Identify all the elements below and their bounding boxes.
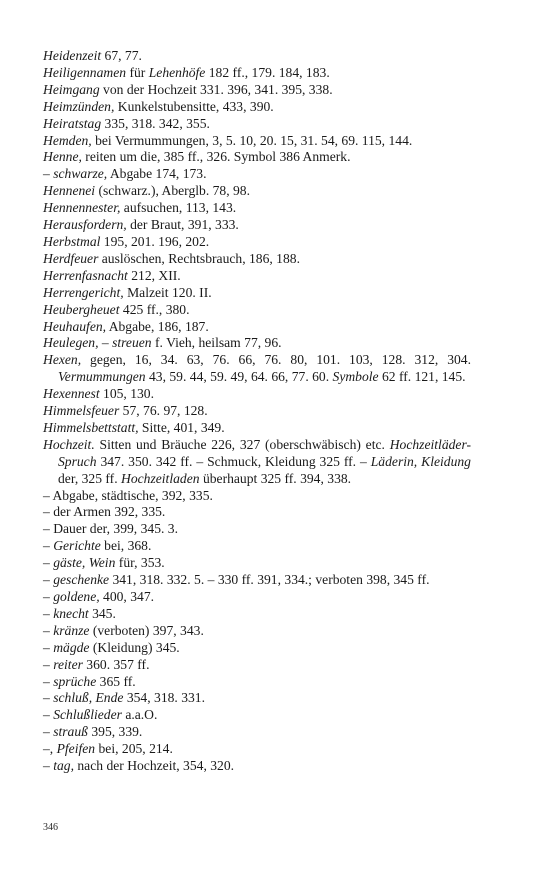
entry-term: Himmelsbettstatt, xyxy=(43,419,139,435)
index-entry xyxy=(43,352,471,386)
index-entry xyxy=(43,234,471,251)
entry-text: Sitten und Bräuche 226, 327 (oberschwäbisch) etc. xyxy=(94,436,390,452)
entry-term: Hochzeitläder-Spruch xyxy=(58,436,471,469)
entry-term: Herbstmal xyxy=(43,233,101,249)
entry-term: Heuhaufen, xyxy=(43,318,107,334)
entry-term: Hennenei xyxy=(43,183,96,199)
index-entry xyxy=(43,690,471,707)
entry-text: – Abgabe, städtische, 392, 335. xyxy=(43,487,213,503)
entry-text: 347. 350. 342 ff. – Schmuck, Kleidung 325 ff. – xyxy=(96,453,371,469)
entry-term: Vermummungen xyxy=(58,369,146,385)
entry-text: 195, 201. 196, 202. xyxy=(100,233,210,249)
index-entry-list xyxy=(43,48,471,775)
entry-term: Heiligennamen xyxy=(43,64,127,80)
entry-text: – xyxy=(43,166,54,182)
entry-term: tag, xyxy=(53,758,74,774)
entry-text: – xyxy=(43,758,54,774)
index-entry xyxy=(43,572,471,589)
entry-text: 62 ff. 121, 145. xyxy=(378,369,466,385)
index-entry xyxy=(43,555,471,572)
entry-text: – xyxy=(43,555,54,571)
entry-text: – xyxy=(43,707,54,723)
entry-term: Henne, xyxy=(43,149,82,165)
entry-text: 395, 339. xyxy=(87,724,143,740)
index-entry xyxy=(43,504,471,521)
entry-text: 341, 318. 332. 5. – 330 ff. 391, 334.; verboten 398, 345 ff. xyxy=(109,572,430,588)
entry-text: gegen, 16, 34. 63, 76. 66, 76. 80, 101. 103, 128. 312, 304. xyxy=(81,352,471,368)
index-entry xyxy=(43,674,471,691)
entry-term: sprüche xyxy=(53,673,97,689)
entry-term: Pfeifen xyxy=(56,741,96,757)
entry-text: Abgabe 174, 173. xyxy=(107,166,207,182)
entry-term: schluß, Ende xyxy=(53,690,124,706)
index-entry xyxy=(43,657,471,674)
index-entry xyxy=(43,116,471,133)
entry-text: – xyxy=(98,335,113,351)
entry-term: Herausfordern, xyxy=(43,217,127,233)
entry-term: Heimgang xyxy=(43,81,100,97)
index-entry xyxy=(43,200,471,217)
entry-term: Symbole xyxy=(332,369,379,385)
index-entry xyxy=(43,589,471,606)
index-entry xyxy=(43,65,471,82)
entry-text: – xyxy=(43,690,54,706)
entry-text: – xyxy=(43,589,54,604)
entry-term: reiter xyxy=(53,656,83,672)
entry-text: – xyxy=(43,605,54,621)
entry-term: knecht xyxy=(53,605,89,621)
entry-text: 182 ff., 179. 184, 183. xyxy=(205,64,330,80)
entry-text: Kunkelstubensitte, 433, 390. xyxy=(114,98,274,114)
entry-text: 354, 318. 331. xyxy=(123,690,205,706)
entry-text: nach der Hochzeit, 354, 320. xyxy=(73,758,235,774)
index-entry xyxy=(43,48,471,65)
entry-text: –, xyxy=(43,741,57,757)
entry-text: Abgabe, 186, 187. xyxy=(106,318,209,334)
index-entry xyxy=(43,707,471,724)
entry-term: Hochzeitladen xyxy=(121,470,200,486)
entry-text: bei, 368. xyxy=(100,538,152,554)
entry-term: Lehenhöfe xyxy=(148,64,206,80)
entry-term: Herrenfasnacht xyxy=(43,267,128,283)
entry-term: Hexen, xyxy=(43,352,82,368)
entry-text: – der Armen 392, 335. xyxy=(43,504,166,520)
entry-term: Heulegen, xyxy=(43,335,99,351)
entry-text: (verboten) 397, 343. xyxy=(89,622,204,638)
index-entry xyxy=(43,741,471,758)
index-entry xyxy=(43,251,471,268)
index-entry xyxy=(43,437,471,488)
entry-text: der Braut, 391, 333. xyxy=(126,217,239,233)
index-entry xyxy=(43,302,471,319)
entry-text: f. Vieh, heilsam 77, 96. xyxy=(151,335,282,351)
entry-text: – xyxy=(43,724,54,740)
entry-term: Heiratstag xyxy=(43,115,102,131)
index-entry xyxy=(43,133,471,150)
entry-text: aufsuchen, 113, 143. xyxy=(120,200,237,216)
entry-text: (Kleidung) 345. xyxy=(89,639,180,655)
index-entry xyxy=(43,403,471,420)
entry-term: Heubergheuet xyxy=(43,301,120,317)
entry-term: kränze xyxy=(53,622,90,638)
index-entry xyxy=(43,521,471,538)
entry-term: Läderin, Kleidung xyxy=(370,453,471,469)
index-entry xyxy=(43,386,471,403)
entry-text: 345. xyxy=(88,605,116,621)
entry-term: Hennennester, xyxy=(43,200,121,216)
entry-term: Herdfeuer xyxy=(43,250,99,266)
entry-term: Herrengericht, xyxy=(43,284,124,300)
entry-term: Hochzeit. xyxy=(43,436,95,452)
entry-text: – Dauer der, 399, 345. 3. xyxy=(43,521,178,537)
entry-text: von der Hochzeit 331. 396, 341. 395, 338. xyxy=(99,81,333,97)
entry-text: (schwarz.), Aberglb. 78, 98. xyxy=(95,183,251,199)
index-entry xyxy=(43,758,471,775)
entry-term: streuen xyxy=(112,335,152,351)
entry-text: Malzeit 120. II. xyxy=(123,284,212,300)
entry-text: für, 353. xyxy=(115,555,165,571)
entry-text: 400, 347. xyxy=(99,589,155,604)
entry-text: – xyxy=(43,656,54,672)
entry-text: Sitte, 401, 349. xyxy=(138,419,225,435)
entry-term: strauß xyxy=(53,724,88,740)
entry-text: auslöschen, Rechtsbrauch, 186, 188. xyxy=(98,250,300,266)
index-entry xyxy=(43,285,471,302)
entry-text: 57, 76. 97, 128. xyxy=(119,403,208,419)
index-page xyxy=(43,48,471,775)
entry-term: geschenke xyxy=(53,572,110,588)
entry-term: mägde xyxy=(53,639,90,655)
entry-term: Heimzünden, xyxy=(43,98,115,114)
index-entry xyxy=(43,268,471,285)
entry-term: Schlußlieder xyxy=(53,707,122,723)
entry-term: Hexennest xyxy=(43,386,100,402)
entry-term: schwarze, xyxy=(53,166,108,182)
index-entry xyxy=(43,724,471,741)
entry-term: Heidenzeit xyxy=(43,48,102,63)
entry-term: Hemden, xyxy=(43,132,92,148)
entry-text: 335, 318. 342, 355. xyxy=(101,115,210,131)
entry-term: Gerichte xyxy=(53,538,101,554)
index-entry xyxy=(43,183,471,200)
index-entry xyxy=(43,623,471,640)
entry-term: Himmelsfeuer xyxy=(43,403,120,419)
entry-text: 425 ff., 380. xyxy=(119,301,190,317)
entry-text: 43, 59. 44, 59. 49, 64. 66, 77. 60. xyxy=(145,369,333,385)
index-entry xyxy=(43,319,471,336)
entry-text: bei, 205, 214. xyxy=(95,741,173,757)
entry-text: 365 ff. xyxy=(96,673,136,689)
entry-text: 105, 130. xyxy=(99,386,154,402)
index-entry xyxy=(43,166,471,183)
entry-text: bei Vermummungen, 3, 5. 10, 20. 15, 31. 54, 69. 115, 144. xyxy=(91,132,413,148)
page-number: 346 xyxy=(43,822,58,833)
entry-text: 212, XII. xyxy=(127,267,181,283)
entry-text: – xyxy=(43,673,54,689)
entry-term: gäste, Wein xyxy=(53,555,116,571)
index-entry xyxy=(43,335,471,352)
entry-text: – xyxy=(43,538,54,554)
entry-text: reiten um die, 385 ff., 326. Symbol 386 Anmerk. xyxy=(81,149,351,165)
index-entry xyxy=(43,640,471,657)
entry-text: der, 325 ff. xyxy=(58,470,122,486)
index-entry xyxy=(43,606,471,623)
entry-text: – xyxy=(43,622,54,638)
index-entry xyxy=(43,488,471,505)
index-entry xyxy=(43,538,471,555)
entry-term: goldene, xyxy=(53,589,100,604)
entry-text: 67, 77. xyxy=(101,48,142,63)
entry-text: – xyxy=(43,572,54,588)
entry-text: für xyxy=(126,64,149,80)
entry-text: a.a.O. xyxy=(121,707,158,723)
entry-text: – xyxy=(43,639,54,655)
entry-text: 360. 357 ff. xyxy=(82,656,150,672)
entry-text: überhaupt 325 ff. 394, 338. xyxy=(199,470,352,486)
index-entry xyxy=(43,217,471,234)
index-entry xyxy=(43,82,471,99)
index-entry xyxy=(43,99,471,116)
index-entry xyxy=(43,420,471,437)
index-entry xyxy=(43,149,471,166)
